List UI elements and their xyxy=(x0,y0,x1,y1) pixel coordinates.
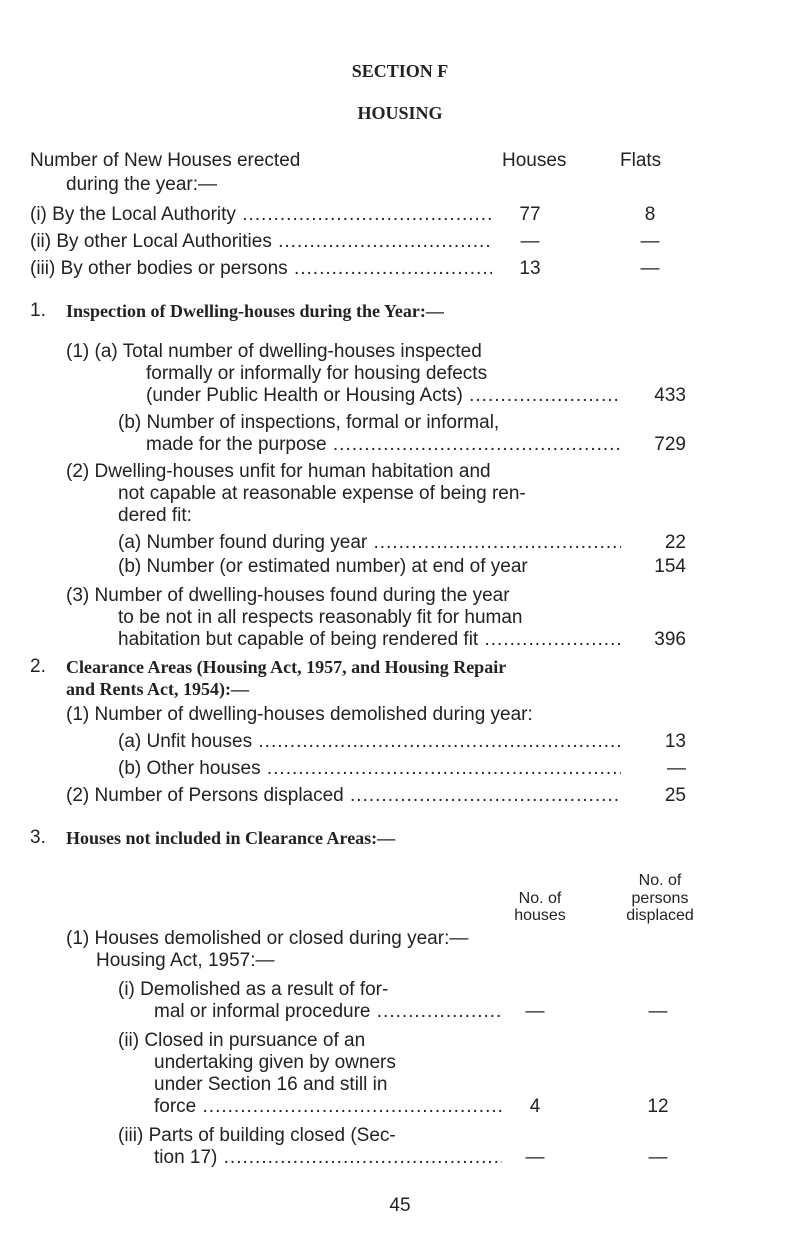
text-line: (1) Houses demolished or closed during year:— xyxy=(66,928,469,949)
text-line: mal or informal procedure ..... xyxy=(154,1001,502,1023)
value: — xyxy=(667,758,686,779)
table-cell: 77 xyxy=(519,204,541,225)
text-line: (b) Number (or estimated number) at end of year xyxy=(118,556,528,577)
value: 4 xyxy=(529,1096,541,1117)
section-heading: Clearance Areas (Housing Act, 1957, and Housing Repair xyxy=(66,657,507,677)
section-number: 1. xyxy=(30,300,46,321)
text-line: (iii) Parts of building closed (Sec- xyxy=(118,1125,396,1146)
text-line: dered fit: xyxy=(118,505,192,526)
text-line: to be not in all respects reasonably fit for human xyxy=(118,607,523,628)
value: 396 xyxy=(654,629,686,650)
text-line: made for the purpose ..... xyxy=(146,434,621,456)
text-line: (b) Number of inspections, formal or informal, xyxy=(118,412,500,433)
column-header: houses xyxy=(514,907,566,924)
text-line: (1) Number of dwelling-houses demolished during year: xyxy=(66,704,533,725)
section-heading: Inspection of Dwelling-houses during the Year:— xyxy=(66,301,444,321)
value: — xyxy=(648,1147,668,1168)
column-header: persons xyxy=(631,890,689,907)
text-line: Housing Act, 1957:— xyxy=(96,950,275,971)
section-heading: Houses not included in Clearance Areas:— xyxy=(66,828,396,848)
page-title: HOUSING xyxy=(357,103,443,123)
value: — xyxy=(648,1001,668,1022)
value: — xyxy=(525,1001,545,1022)
houses-column-header: Houses xyxy=(502,150,567,171)
value: 22 xyxy=(664,532,686,553)
text-line: (1) (a) Total number of dwelling-houses inspected xyxy=(66,341,482,362)
value: 13 xyxy=(664,731,686,752)
column-header: displaced xyxy=(626,907,694,924)
table-cell: — xyxy=(520,231,540,252)
text-line: under Section 16 and still in xyxy=(154,1074,388,1095)
table-cell: 8 xyxy=(644,204,656,225)
text-line: (under Public Health or Housing Acts) ..... xyxy=(146,385,621,407)
new-houses-heading: Number of New Houses erected xyxy=(30,150,301,171)
table-row-label: (ii) By other Local Authorities ..... xyxy=(30,231,492,253)
table-cell: — xyxy=(640,231,660,252)
table-row-label: (i) By the Local Authority ..... xyxy=(30,204,492,226)
text-line: (b) Other houses ..... xyxy=(118,758,621,780)
text-line: not capable at reasonable expense of being ren- xyxy=(118,483,526,504)
text-line: formally or informally for housing defects xyxy=(146,363,488,384)
text-line: (ii) Closed in pursuance of an xyxy=(118,1030,366,1051)
value: 154 xyxy=(654,556,686,577)
text-line: undertaking given by owners xyxy=(154,1052,396,1073)
text-line: habitation but capable of being rendered fit ..... xyxy=(118,629,621,651)
table-cell: — xyxy=(640,258,660,279)
section-number: 3. xyxy=(30,827,46,848)
text-line: (a) Unfit houses ..... xyxy=(118,731,621,753)
column-header: No. of xyxy=(638,872,682,889)
value: — xyxy=(525,1147,545,1168)
section-number: 2. xyxy=(30,656,46,677)
column-header: No. of xyxy=(518,890,562,907)
text-line: (3) Number of dwelling-houses found during the year xyxy=(66,585,510,606)
text-line: (2) Number of Persons displaced ..... xyxy=(66,785,621,807)
text-line: (i) Demolished as a result of for- xyxy=(118,979,389,1000)
page-number: 45 xyxy=(389,1195,411,1216)
value: 25 xyxy=(664,785,686,806)
text-line: (a) Number found during year ..... xyxy=(118,532,621,554)
flats-column-header: Flats xyxy=(620,150,662,171)
new-houses-heading-cont: during the year:— xyxy=(66,174,218,195)
table-cell: 13 xyxy=(519,258,541,279)
section-heading: and Rents Act, 1954):— xyxy=(66,679,249,699)
value: 433 xyxy=(654,385,686,406)
value: 729 xyxy=(654,434,686,455)
table-row-label: (iii) By other bodies or persons ..... xyxy=(30,258,492,280)
section-heading: SECTION F xyxy=(351,61,449,81)
text-line: (2) Dwelling-houses unfit for human habitation and xyxy=(66,461,491,482)
value: 12 xyxy=(647,1096,669,1117)
text-line: tion 17) ..... xyxy=(154,1147,502,1169)
text-line: force ..... xyxy=(154,1096,502,1118)
